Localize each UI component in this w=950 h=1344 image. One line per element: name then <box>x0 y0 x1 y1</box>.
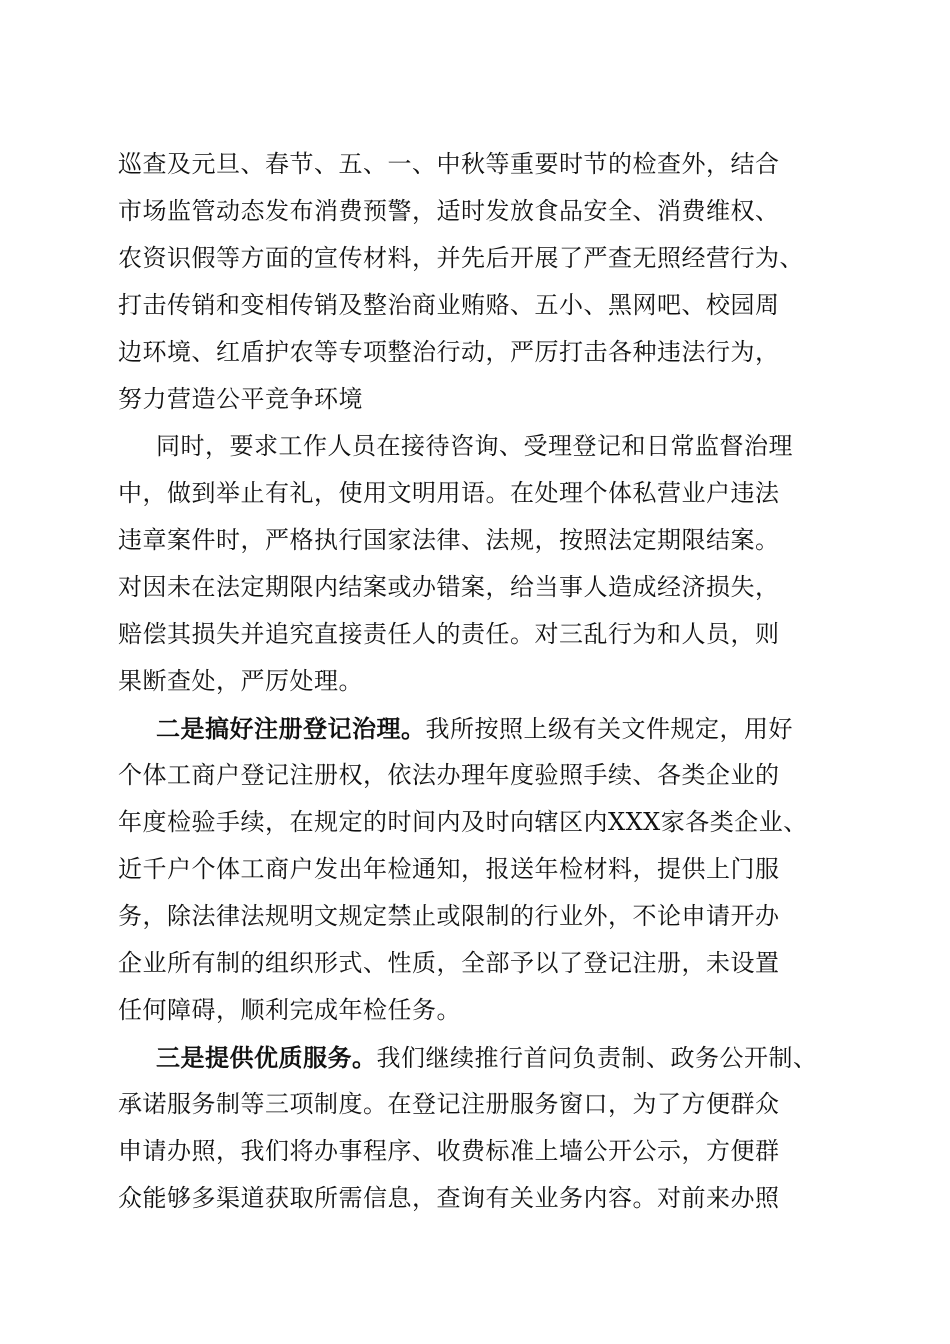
text-line: 打击传销和变相传销及整治商业贿赂、五小、黑网吧、校园周 <box>118 291 780 319</box>
text-line: 众能够多渠道获取所需信息，查询有关业务内容。对前来办照 <box>118 1184 780 1212</box>
text-line: 边环境、红盾护农等专项整治行动，严厉打击各种违法行为， <box>118 338 780 366</box>
text-line: 申请办照，我们将办事程序、收费标准上墙公开公示，方便群 <box>118 1137 780 1165</box>
text-line: 近千户个体工商户发出年检通知，报送年检材料，提供上门服 <box>118 855 780 883</box>
text-line: 中，做到举止有礼，使用文明用语。在处理个体私营业户违法 <box>118 479 780 507</box>
text-line: 赔偿其损失并追究直接责任人的责任。对三乱行为和人员，则 <box>118 620 780 648</box>
section-heading: 二是搞好注册登记治理。 <box>156 714 426 743</box>
text-line: 同时，要求工作人员在接待咨询、受理登记和日常监督治理 <box>156 432 793 460</box>
text-line: 年度检验手续，在规定的时间内及时向辖区内XXX家各类企业、 <box>118 808 808 836</box>
text-line: 果断查处，严厉处理。 <box>118 667 363 695</box>
text-line: 违章案件时，严格执行国家法律、法规，按照法定期限结案。 <box>118 526 780 554</box>
document-body <box>118 141 838 1222</box>
text-line: 巡查及元旦、春节、五、一、中秋等重要时节的检查外，结合 <box>118 150 780 178</box>
text-line: 个体工商户登记注册权，依法办理年度验照手续、各类企业的 <box>118 761 780 789</box>
section-heading: 三是提供优质服务。 <box>156 1043 377 1072</box>
paragraph-2 <box>118 423 838 705</box>
text-line: 务，除法律法规明文规定禁止或限制的行业外，不论申请开办 <box>118 902 780 930</box>
text-run: 我们继续推行首问负责制、政务公开制、 <box>376 1044 818 1072</box>
text-line: 对因未在法定期限内结案或办错案，给当事人造成经济损失， <box>118 573 780 601</box>
text-line: 农资识假等方面的宣传材料，并先后开展了严查无照经营行为、 <box>118 244 804 272</box>
paragraph-3 <box>118 705 838 1034</box>
text-line: 承诺服务制等三项制度。在登记注册服务窗口，为了方便群众 <box>118 1090 780 1118</box>
paragraph-1 <box>118 141 838 423</box>
text-line <box>118 705 838 752</box>
text-run: 我所按照上级有关文件规定，用好 <box>425 715 793 743</box>
paragraph-4 <box>118 1034 838 1222</box>
text-line: 市场监管动态发布消费预警，适时发放食品安全、消费维权、 <box>118 197 780 225</box>
text-line <box>118 1034 838 1081</box>
text-line: 任何障碍，顺利完成年检任务。 <box>118 996 461 1024</box>
text-line: 努力营造公平竞争环境 <box>118 385 363 413</box>
text-line: 企业所有制的组织形式、性质，全部予以了登记注册，未设置 <box>118 949 780 977</box>
